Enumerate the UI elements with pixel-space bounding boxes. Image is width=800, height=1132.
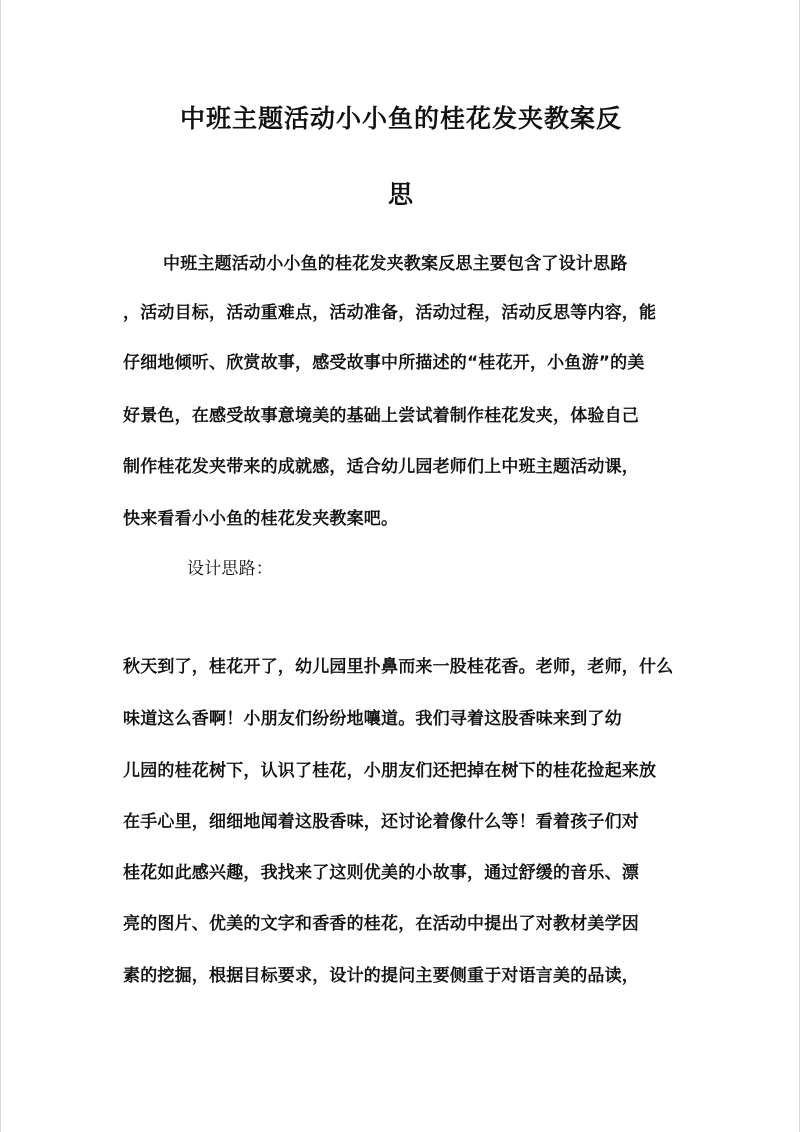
design-line-2: 味道这么香啊！小朋友们纷纷地嚷道。我们寻着这股香味来到了幼: [123, 709, 622, 729]
intro-line-5: 制作桂花发夹带来的成就感，适合幼儿园老师们上中班主题活动课，: [123, 457, 639, 477]
document-title-line-1: 中班主题活动小小鱼的桂花发夹教案反: [179, 104, 622, 133]
intro-line-1: 中班主题活动小小鱼的桂花发夹教案反思主要包含了设计思路: [163, 254, 628, 274]
design-line-3: 儿园的桂花树下，认识了桂花，小朋友们还把掉在树下的桂花捡起来放: [123, 761, 657, 781]
document-title-line-2: 思: [387, 180, 414, 209]
design-line-4: 在手心里，细细地闻着这股香味，还讨论着像什么等！看着孩子们对: [123, 812, 639, 832]
intro-line-4: 好景色，在感受故事意境美的基础上尝试着制作桂花发夹，体验自己: [123, 406, 639, 426]
intro-line-3: 仔细地倾听、欣赏故事，感受故事中所描述的“桂花开，小鱼游”的美: [123, 353, 645, 373]
design-line-6: 亮的图片、优美的文字和香香的桂花，在活动中提出了对教材美学因: [123, 914, 639, 934]
design-line-7: 素的挖掘，根据目标要求，设计的提问主要侧重于对语言美的品读，: [123, 966, 639, 986]
design-line-1: 秋天到了，桂花开了，幼儿园里扑鼻而来一股桂花香。老师，老师，什么: [123, 657, 674, 677]
intro-line-6: 快来看看小小鱼的桂花发夹教案吧。: [123, 509, 399, 529]
design-line-5: 桂花如此感兴趣，我找来了这则优美的小故事，通过舒缓的音乐、漂: [123, 863, 639, 883]
intro-line-2: ，活动目标，活动重难点，活动准备，活动过程，活动反思等内容，能: [123, 303, 657, 323]
section-heading-design: 设计思路：: [187, 559, 273, 579]
